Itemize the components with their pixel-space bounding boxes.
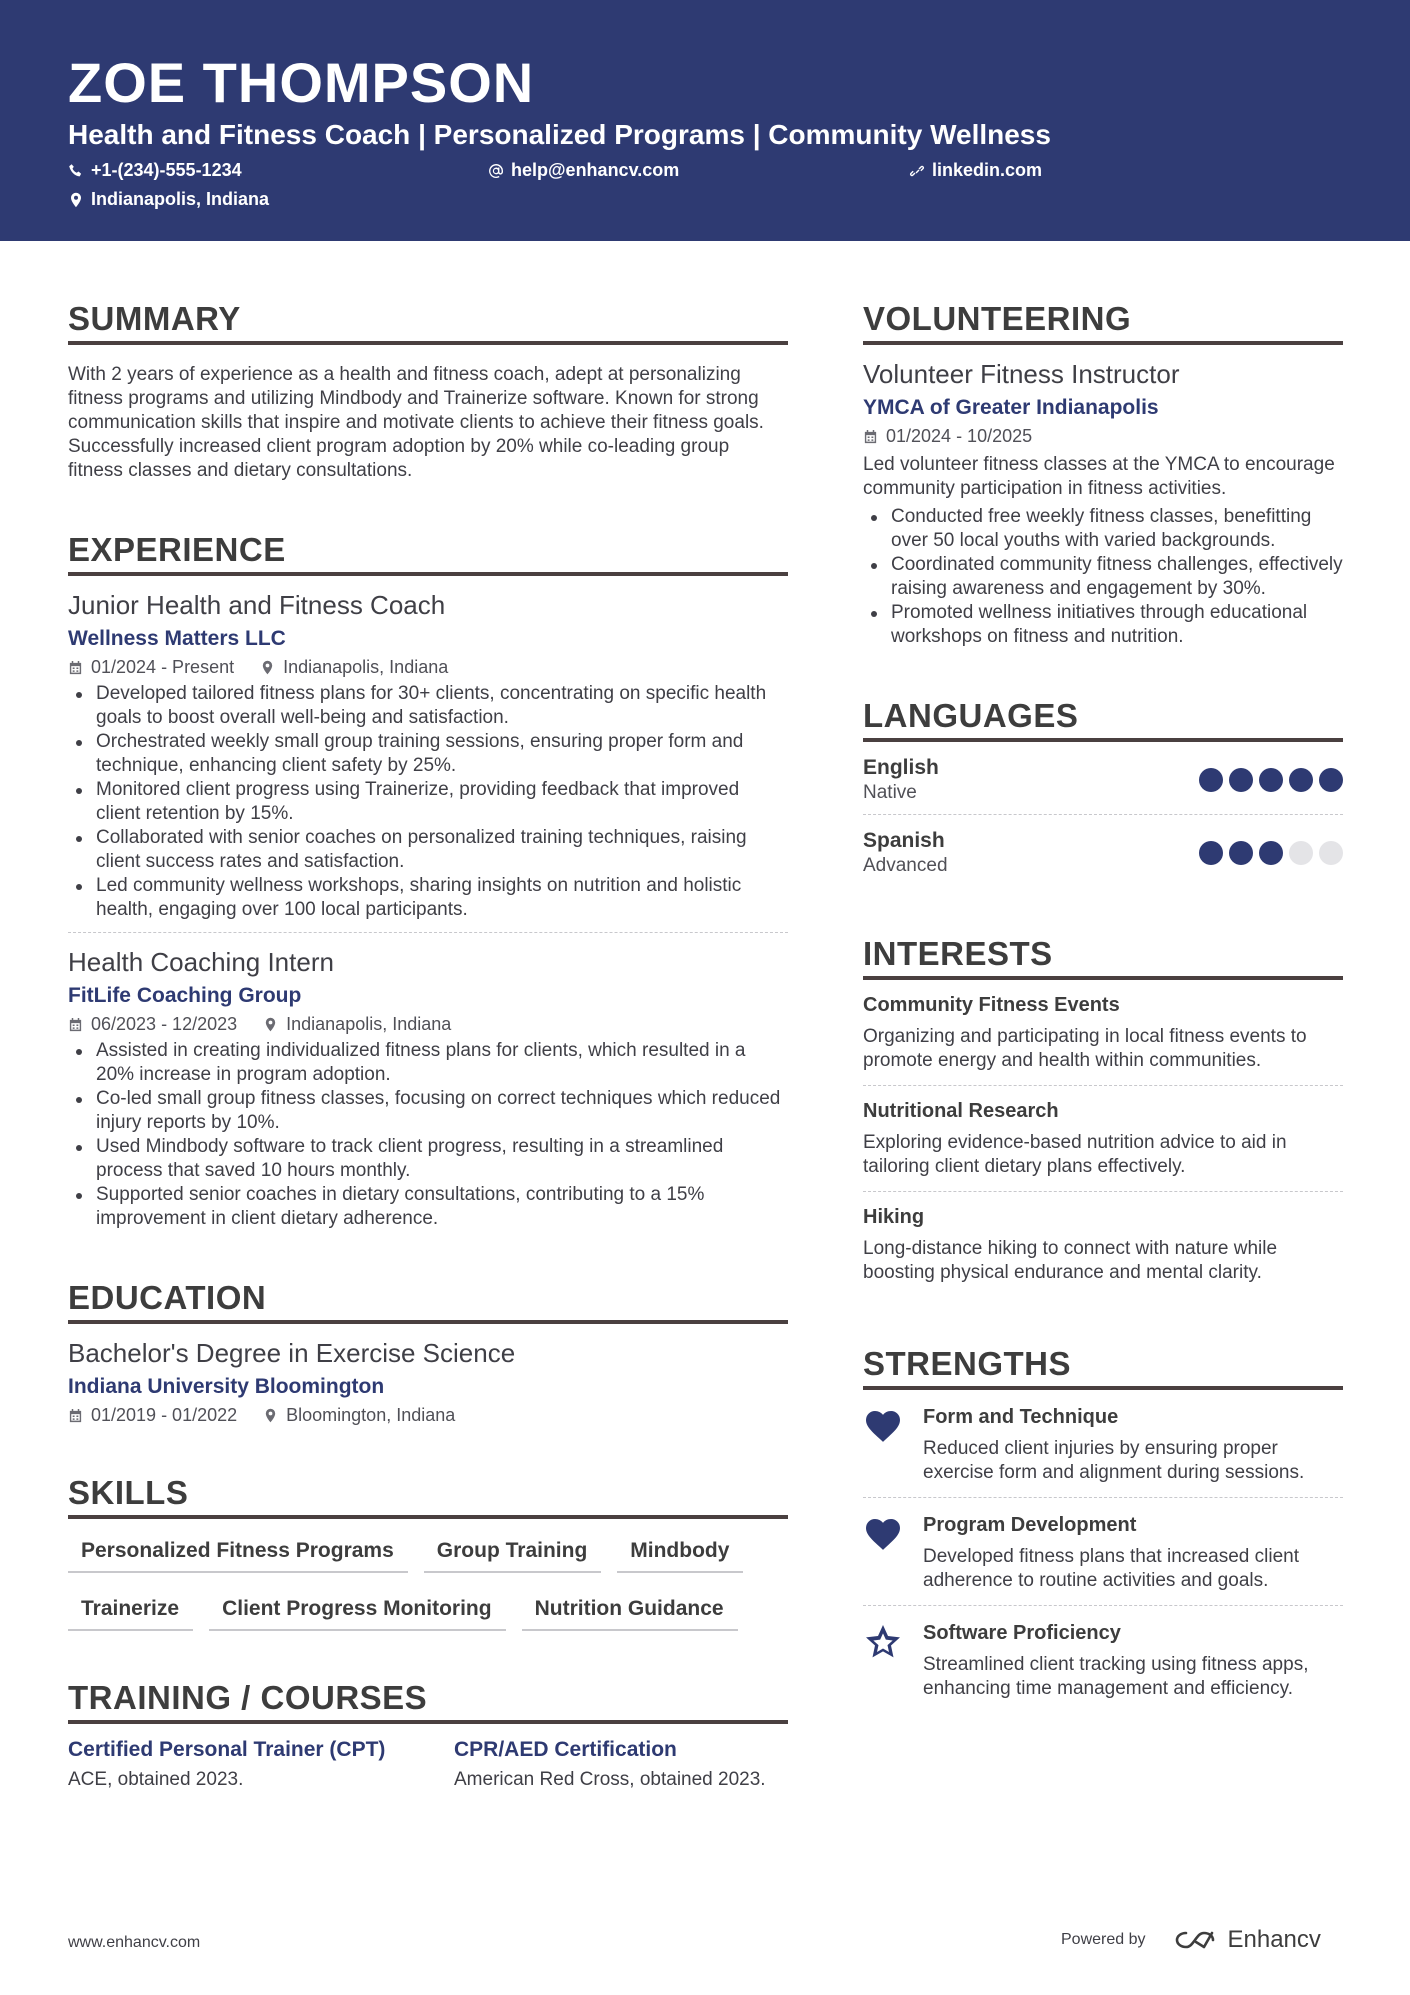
company-name: Wellness Matters LLC xyxy=(68,627,286,650)
list-item: Collaborated with senior coaches on personalized training techniques, raising client success rates and satisfaction. xyxy=(68,826,788,874)
volunteering-heading: VOLUNTEERING xyxy=(863,300,1343,345)
language-level: Native xyxy=(863,782,917,803)
education-section xyxy=(68,1279,788,1426)
rating-dot-filled xyxy=(1259,768,1283,792)
courses-list xyxy=(68,1738,788,1792)
contact-linkedin[interactable] xyxy=(909,160,1042,181)
list-item: Developed tailored fitness plans for 30+ clients, concentrating on specific health goals to boost overall well-being and satisfaction. xyxy=(68,682,788,730)
list-item: Co-led small group fitness classes, focusing on correct techniques which reduced injury reports by 10%. xyxy=(68,1087,788,1135)
candidate-name: ZOE THOMPSON xyxy=(68,51,535,114)
language-rating xyxy=(1199,841,1343,865)
volunteer-org: YMCA of Greater Indianapolis xyxy=(863,396,1159,419)
interest-title: Community Fitness Events xyxy=(863,994,1120,1016)
list-item: Led community wellness workshops, sharing insights on nutrition and holistic health, engaging over 100 local participants. xyxy=(68,874,788,922)
job-bullets xyxy=(68,682,788,922)
language-name: English xyxy=(863,756,939,779)
job-title: Junior Health and Fitness Coach xyxy=(68,590,446,620)
rating-dot-filled xyxy=(1259,841,1283,865)
language-item xyxy=(863,742,1343,814)
heart-icon xyxy=(863,1514,903,1554)
rating-dot-filled xyxy=(1229,841,1253,865)
location-text: Indianapolis, Indiana xyxy=(91,189,270,209)
job-location: Indianapolis, Indiana xyxy=(283,657,449,677)
volunteer-role: Volunteer Fitness Instructor xyxy=(863,359,1180,389)
education-dates: 01/2019 - 01/2022 xyxy=(91,1405,238,1425)
star-icon xyxy=(863,1622,903,1662)
location-pin-icon xyxy=(68,192,84,208)
course-title: CPR/AED Certification xyxy=(454,1738,677,1761)
volunteer-bullets xyxy=(863,505,1343,649)
job-dates: 06/2023 - 12/2023 xyxy=(91,1014,238,1034)
training-section xyxy=(68,1679,788,1792)
volunteer-dates: 01/2024 - 10/2025 xyxy=(886,426,1033,446)
powered-by-text: Powered by xyxy=(1061,1931,1146,1948)
strengths-heading: STRENGTHS xyxy=(863,1345,1343,1390)
volunteer-desc: Led volunteer fitness classes at the YMCA to encourage community participation in fitness activities. xyxy=(863,454,1335,499)
skill-tag: Nutrition Guidance xyxy=(522,1591,738,1631)
interest-item xyxy=(863,980,1343,1085)
summary-section xyxy=(68,300,788,483)
volunteering-section xyxy=(863,300,1343,649)
strength-title: Software Proficiency xyxy=(923,1622,1121,1644)
brand-name: Enhancv xyxy=(1227,1926,1321,1953)
rating-dot-filled xyxy=(1319,768,1343,792)
strength-title: Form and Technique xyxy=(923,1406,1119,1428)
interest-title: Nutritional Research xyxy=(863,1100,1059,1122)
right-column xyxy=(863,300,1343,1761)
location-pin-icon xyxy=(263,1017,278,1032)
list-item: Conducted free weekly fitness classes, benefitting over 50 local youths with varied backgrounds. xyxy=(863,505,1343,553)
job-meta xyxy=(68,657,788,678)
calendar-icon xyxy=(863,429,878,444)
school-name: Indiana University Bloomington xyxy=(68,1375,385,1398)
brand-logo[interactable] xyxy=(1174,1926,1321,1954)
rating-dot-empty xyxy=(1319,841,1343,865)
skill-tag: Trainerize xyxy=(68,1591,193,1631)
strength-desc: Developed fitness plans that increased client adherence to routine activities and goals. xyxy=(923,1546,1300,1591)
skill-tag: Personalized Fitness Programs xyxy=(68,1533,408,1573)
course-desc: ACE, obtained 2023. xyxy=(68,1769,244,1790)
rating-dot-filled xyxy=(1199,768,1223,792)
job-title: Health Coaching Intern xyxy=(68,947,334,977)
strength-item xyxy=(863,1498,1343,1605)
experience-section xyxy=(68,531,788,1231)
education-heading: EDUCATION xyxy=(68,1279,788,1324)
skill-tag: Group Training xyxy=(424,1533,602,1573)
resume-header xyxy=(0,0,1410,241)
calendar-icon xyxy=(68,1408,83,1423)
summary-heading: SUMMARY xyxy=(68,300,788,345)
heart-icon xyxy=(863,1406,903,1446)
skills-heading: SKILLS xyxy=(68,1474,788,1519)
interest-item xyxy=(863,1192,1343,1297)
experience-heading: EXPERIENCE xyxy=(68,531,788,576)
interest-desc: Long-distance hiking to connect with nature while boosting physical endurance and mental clarity. xyxy=(863,1238,1278,1283)
skills-list xyxy=(68,1533,788,1631)
location-pin-icon xyxy=(263,1408,278,1423)
language-rating xyxy=(1199,768,1343,792)
strength-item xyxy=(863,1606,1343,1713)
education-location: Bloomington, Indiana xyxy=(286,1405,456,1425)
language-item xyxy=(863,815,1343,887)
interests-section xyxy=(863,935,1343,1297)
interest-desc: Exploring evidence-based nutrition advice to aid in tailoring client dietary plans effectively. xyxy=(863,1132,1287,1177)
job-location: Indianapolis, Indiana xyxy=(286,1014,452,1034)
degree-title: Bachelor's Degree in Exercise Science xyxy=(68,1338,516,1368)
job-dates: 01/2024 - Present xyxy=(91,657,235,677)
phone-icon xyxy=(68,163,84,179)
at-icon xyxy=(488,163,504,179)
strength-desc: Reduced client injuries by ensuring proper exercise form and alignment during sessions. xyxy=(923,1438,1305,1483)
strengths-section xyxy=(863,1345,1343,1713)
languages-heading: LANGUAGES xyxy=(863,697,1343,742)
phone-text: +1-(234)-555-1234 xyxy=(91,160,242,180)
strength-title: Program Development xyxy=(923,1514,1137,1536)
calendar-icon xyxy=(68,1017,83,1032)
rating-dot-filled xyxy=(1229,768,1253,792)
entry-divider xyxy=(68,932,788,933)
education-meta xyxy=(68,1405,788,1426)
summary-text: With 2 years of experience as a health and fitness coach, adept at personalizing fitness programs and utilizing Mindbody and Trainerize software. Known for strong communication skills that inspire and motivate clients to achieve their fitness goals. Successfully increased client program adoption by 20% while co-leading group fitness classes and dietary consultations. xyxy=(68,364,764,481)
experience-entry xyxy=(68,947,788,1231)
interest-item xyxy=(863,1086,1343,1191)
contact-location xyxy=(68,189,269,210)
left-column xyxy=(68,300,788,1840)
interest-desc: Organizing and participating in local fitness events to promote energy and health within communities. xyxy=(863,1026,1307,1071)
skill-tag: Mindbody xyxy=(617,1533,743,1573)
skill-tag: Client Progress Monitoring xyxy=(209,1591,506,1631)
course-desc: American Red Cross, obtained 2023. xyxy=(454,1769,766,1790)
list-item: Used Mindbody software to track client progress, resulting in a streamlined process that saved 10 hours monthly. xyxy=(68,1135,788,1183)
volunteer-meta xyxy=(863,426,1343,447)
location-pin-icon xyxy=(260,660,275,675)
skills-section xyxy=(68,1474,788,1631)
strength-item xyxy=(863,1390,1343,1497)
interest-title: Hiking xyxy=(863,1206,925,1228)
course-title: Certified Personal Trainer (CPT) xyxy=(68,1738,386,1761)
contact-phone[interactable] xyxy=(68,160,242,181)
infinity-logo-icon xyxy=(1174,1928,1220,1952)
course-item xyxy=(68,1738,398,1792)
list-item: Promoted wellness initiatives through educational workshops on fitness and nutrition. xyxy=(863,601,1343,649)
course-item xyxy=(454,1738,784,1792)
list-item: Monitored client progress using Trainerize, providing feedback that improved client retention by 15%. xyxy=(68,778,788,826)
company-name: FitLife Coaching Group xyxy=(68,984,302,1007)
training-heading: TRAINING / COURSES xyxy=(68,1679,788,1724)
language-level: Advanced xyxy=(863,855,948,876)
rating-dot-empty xyxy=(1289,841,1313,865)
rating-dot-filled xyxy=(1199,841,1223,865)
list-item: Assisted in creating individualized fitness plans for clients, which resulted in a 20% increase in program adoption. xyxy=(68,1039,788,1087)
footer-website[interactable]: www.enhancv.com xyxy=(68,1934,201,1951)
calendar-icon xyxy=(68,660,83,675)
candidate-headline: Health and Fitness Coach | Personalized Programs | Community Wellness xyxy=(68,119,1051,150)
languages-section xyxy=(863,697,1343,887)
language-name: Spanish xyxy=(863,829,945,852)
job-bullets xyxy=(68,1039,788,1231)
strength-desc: Streamlined client tracking using fitness apps, enhancing time management and efficiency. xyxy=(923,1654,1309,1699)
list-item: Coordinated community fitness challenges, effectively raising awareness and engagement by 30%. xyxy=(863,553,1343,601)
experience-entry xyxy=(68,590,788,932)
linkedin-text: linkedin.com xyxy=(932,160,1043,180)
list-item: Orchestrated weekly small group training sessions, ensuring proper form and technique, enhancing client safety by 25%. xyxy=(68,730,788,778)
interests-heading: INTERESTS xyxy=(863,935,1343,980)
footer-branding xyxy=(1061,1926,1321,1954)
list-item: Supported senior coaches in dietary consultations, contributing to a 15% improvement in client dietary adherence. xyxy=(68,1183,788,1231)
link-icon xyxy=(909,163,925,179)
email-text: help@enhancv.com xyxy=(511,160,680,180)
contact-email[interactable] xyxy=(488,160,679,181)
job-meta xyxy=(68,1014,788,1035)
rating-dot-filled xyxy=(1289,768,1313,792)
